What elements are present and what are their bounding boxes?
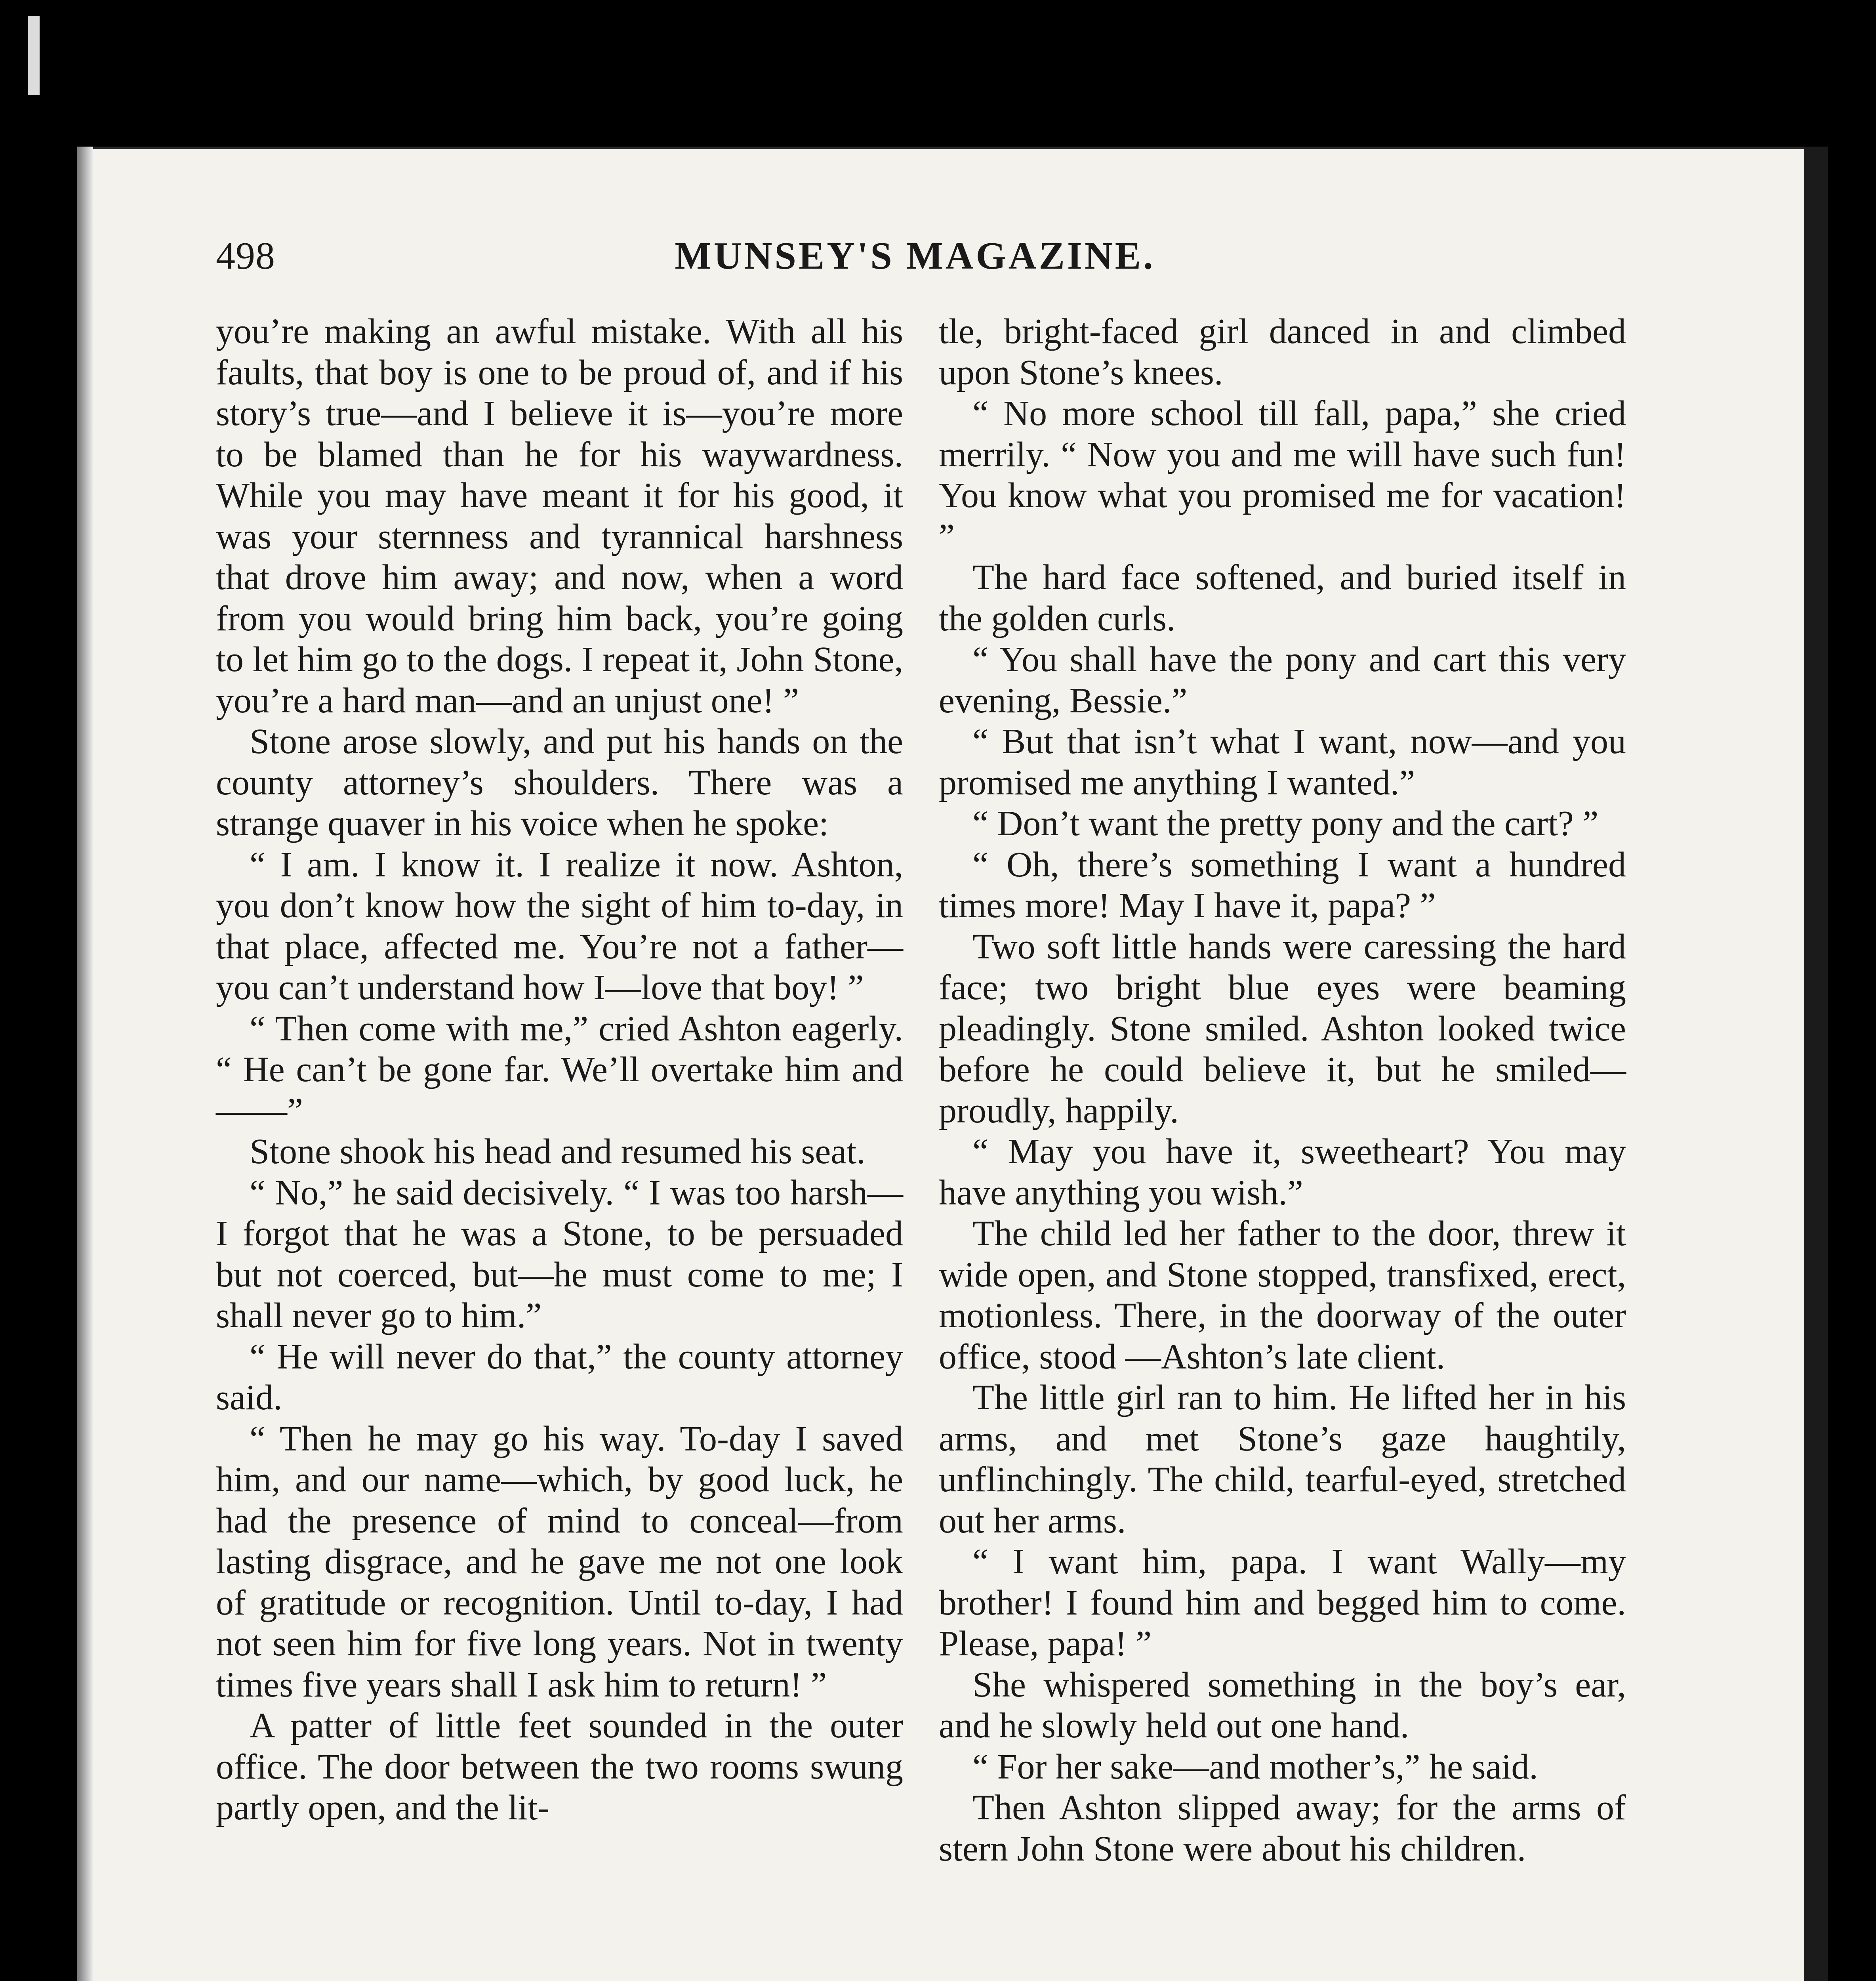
paragraph: “ No more school till fall, papa,” she cried merrily. “ Now you and me will have such fun! You know what you promised me for vacation! ” <box>939 394 1626 556</box>
paragraph: “ I want him, papa. I want Wally—my brother! I found him and begged him to come. Please, papa! ” <box>939 1542 1626 1663</box>
page-number: 498 <box>216 235 275 277</box>
paragraph: “ But that isn’t what I want, now—and you promised me anything I wanted.” <box>939 722 1626 802</box>
paragraph: The hard face softened, and buried itself in the golden curls. <box>939 558 1626 638</box>
paragraph: A patter of little feet sounded in the outer office. The door between the two rooms swung partly open, and the lit- <box>216 1706 903 1827</box>
left-column <box>216 311 903 1828</box>
paragraph: you’re making an awful mistake. With all his faults, that boy is one to be proud of, and if his story’s true—and I believe it is—you’re more to be blamed than he for his waywardness. While you may have meant it for his good, it was your sternness and tyrannical harshness that drove him away; and now, when a word from you would bring him back, you’re going to let him go to the dogs. I repeat it, John Stone, you’re a hard man—and an unjust one! ” <box>216 312 903 720</box>
paragraph: She whispered something in the boy’s ear, and he slowly held out one hand. <box>939 1665 1626 1745</box>
paragraph: “ Oh, there’s something I want a hundred times more! May I have it, papa? ” <box>939 845 1626 925</box>
paragraph: “ He will never do that,” the county attorney said. <box>216 1337 903 1417</box>
scan-artifact <box>28 16 40 95</box>
paragraph: “ Then come with me,” cried Ashton eagerly. “ He can’t be gone far. We’ll overtake him and——” <box>216 1009 903 1130</box>
paragraph: The little girl ran to him. He lifted her in his arms, and met Stone’s gaze haughtily, unflinchingly. The child, tearful-eyed, stretched out her arms. <box>939 1378 1626 1540</box>
paragraph: The child led her father to the door, threw it wide open, and Stone stopped, transfixed, erect, motionless. There, in the doorway of the outer office, stood —Ashton’s late client. <box>939 1214 1626 1376</box>
paragraph: “ Then he may go his way. To-day I saved him, and our name—which, by good luck, he had the presence of mind to conceal—from lasting disgrace, and he gave me not one look of gratitude or recognition. Until to-day, I had not seen him for five long years. Not in twenty times five years shall I ask him to return! ” <box>216 1419 903 1704</box>
running-title: MUNSEY'S MAGAZINE. <box>675 235 1155 277</box>
paragraph: Stone shook his head and resumed his seat. <box>250 1132 866 1171</box>
paragraph: “ No,” he said decisively. “ I was too harsh—I forgot that he was a Stone, to be persuaded but not coerced, but—he must come to me; I shall never go to him.” <box>216 1173 903 1335</box>
page-right-shadow <box>1804 147 1828 1981</box>
paragraph: “ For her sake—and mother’s,” he said. <box>972 1747 1538 1786</box>
paragraph: Then Ashton slipped away; for the arms of stern John Stone were about his children. <box>939 1788 1626 1868</box>
paragraph: “ Don’t want the pretty pony and the cart? ” <box>972 804 1599 843</box>
page-left-edge <box>77 147 93 1981</box>
right-column <box>939 311 1626 1869</box>
paragraph: tle, bright-faced girl danced in and climbed upon Stone’s knees. <box>939 312 1626 392</box>
paragraph: Stone arose slowly, and put his hands on the county attorney’s shoulders. There was a strange quaver in his voice when he spoke: <box>216 722 903 843</box>
page-header <box>216 234 1614 289</box>
paragraph: Two soft little hands were caressing the hard face; two bright blue eyes were beaming pleadingly. Stone smiled. Ashton looked twice before he could believe it, but he smiled—proudly, happily. <box>939 927 1626 1130</box>
paragraph: “ You shall have the pony and cart this very evening, Bessie.” <box>939 640 1626 720</box>
paragraph: “ I am. I know it. I realize it now. Ashton, you don’t know how the sight of him to-day, in that place, affected me. You’re not a father—you can’t understand how I—love that boy! ” <box>216 845 903 1007</box>
paragraph: “ May you have it, sweetheart? You may have anything you wish.” <box>939 1132 1626 1212</box>
